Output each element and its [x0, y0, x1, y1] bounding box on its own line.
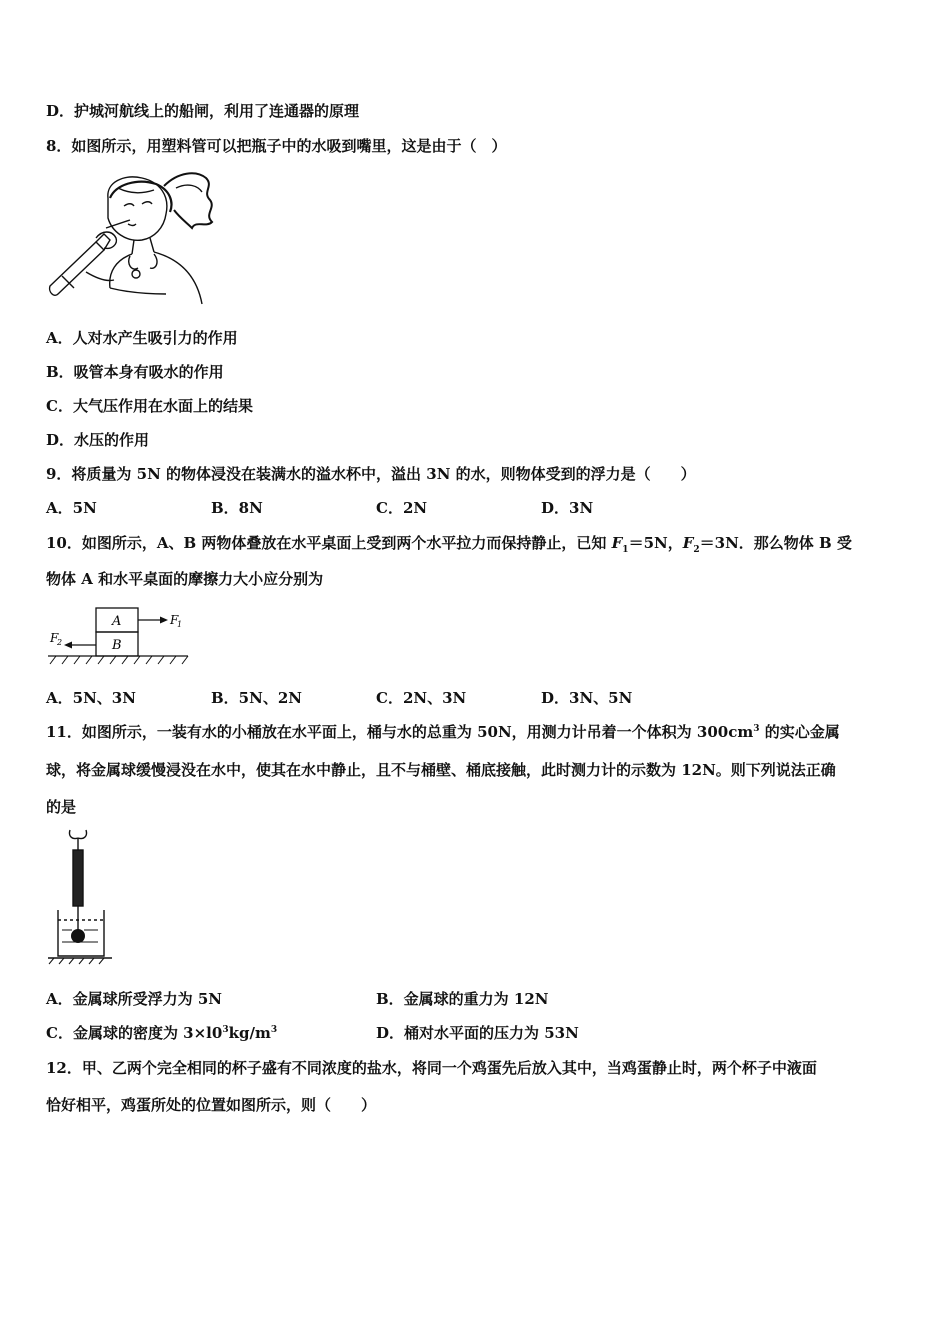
q11-stem-line-1 [46, 722, 840, 742]
q9-option-a: A．5N [46, 499, 97, 517]
q10-f2-subscript: 2 [693, 545, 700, 555]
q11-option-c-sup-1: 3 [222, 1025, 229, 1035]
label-f2-subscript: 2 [57, 638, 63, 647]
q11-stem-text-2: 的实心金属 [759, 723, 840, 741]
q9-stem: 9．将质量为 5N 的物体浸没在装满水的溢水杯中，溢出 3N 的水，则物体受到的浮力是（ ） [46, 465, 696, 483]
stacked-blocks-figure [46, 602, 192, 666]
q11-stem-superscript: 3 [753, 724, 760, 734]
q10-option-a: A．5N、3N [46, 689, 136, 707]
metal-ball [71, 929, 85, 943]
q9-option-b: B．8N [211, 499, 263, 517]
q8-option-c: C．大气压作用在水面上的结果 [46, 397, 253, 415]
f1-arrowhead [160, 617, 168, 624]
q11-option-d: D．桶对水平面的压力为 53N [376, 1024, 579, 1042]
label-f1: F [170, 613, 179, 627]
q10-f1-subscript: 1 [622, 545, 629, 555]
q10-stem-text: 10．如图所示，A、B 两物体叠放在水平桌面上受到两个水平拉力而保持静止，已知 [46, 534, 612, 552]
spring-scale-bucket-figure [44, 826, 116, 968]
q8-option-a: A．人对水产生吸引力的作用 [46, 329, 238, 347]
q11-option-a: A．金属球所受浮力为 5N [46, 990, 223, 1008]
q10-option-c: C．2N、3N [376, 689, 467, 707]
table-hatching [50, 656, 188, 664]
q10-f1-value: ＝5N， [628, 534, 683, 552]
label-f2: F [50, 631, 59, 645]
q11-option-c [46, 1023, 277, 1043]
q12-stem-line-2: 恰好相平，鸡蛋所处的位置如图所示，则（ ） [46, 1096, 377, 1114]
q8-option-b: B．吸管本身有吸水的作用 [46, 363, 224, 381]
q11-stem-line-2: 球，将金属球缓慢浸没在水中，使其在水中静止，且不与桶壁、桶底接触，此时测力计的示数为 12N。则下列说法正确 [46, 761, 836, 779]
q11-stem-line-3: 的是 [46, 798, 77, 816]
q12-stem-line-1: 12．甲、乙两个完全相同的杯子盛有不同浓度的盐水，将同一个鸡蛋先后放入其中，当鸡蛋静止时，两个杯子中液面 [46, 1059, 817, 1077]
girl-drinking-straw-figure [46, 168, 218, 308]
q10-f2-symbol: F [682, 534, 694, 552]
q10-option-d: D．3N、5N [541, 689, 633, 707]
q8-stem: 8．如图所示，用塑料管可以把瓶子中的水吸到嘴里，这是由于（ ） [46, 137, 507, 155]
q11-option-c-unit: kg/m [228, 1024, 271, 1042]
q9-option-c: C．2N [376, 499, 428, 517]
label-a: A [112, 614, 122, 629]
q11-option-c-text: C．金属球的密度为 3×l0 [46, 1024, 223, 1042]
q10-f1-symbol: F [611, 534, 623, 552]
q7-option-d: D．护城河航线上的船闸，利用了连通器的原理 [46, 102, 360, 120]
q8-option-d: D．水压的作用 [46, 431, 150, 449]
label-f1-subscript: 1 [177, 620, 183, 629]
f2-arrowhead [64, 642, 72, 649]
q10-stem-line-2: 物体 A 和水平桌面的摩擦力大小应分别为 [46, 570, 324, 588]
label-b: B [112, 638, 122, 653]
q10-option-b: B．5N、2N [211, 689, 302, 707]
q9-option-d: D．3N [541, 499, 594, 517]
q10-stem-line-1 [46, 533, 852, 553]
q11-stem-text-1: 11．如图所示，一装有水的小桶放在水平面上，桶与水的总重为 50N，用测力计吊着一个体积为 300cm [46, 723, 754, 741]
q10-f2-value: ＝3N．那么物体 B 受 [699, 534, 852, 552]
q11-option-b: B．金属球的重力为 12N [376, 990, 549, 1008]
q11-option-c-sup-2: 3 [270, 1025, 278, 1035]
